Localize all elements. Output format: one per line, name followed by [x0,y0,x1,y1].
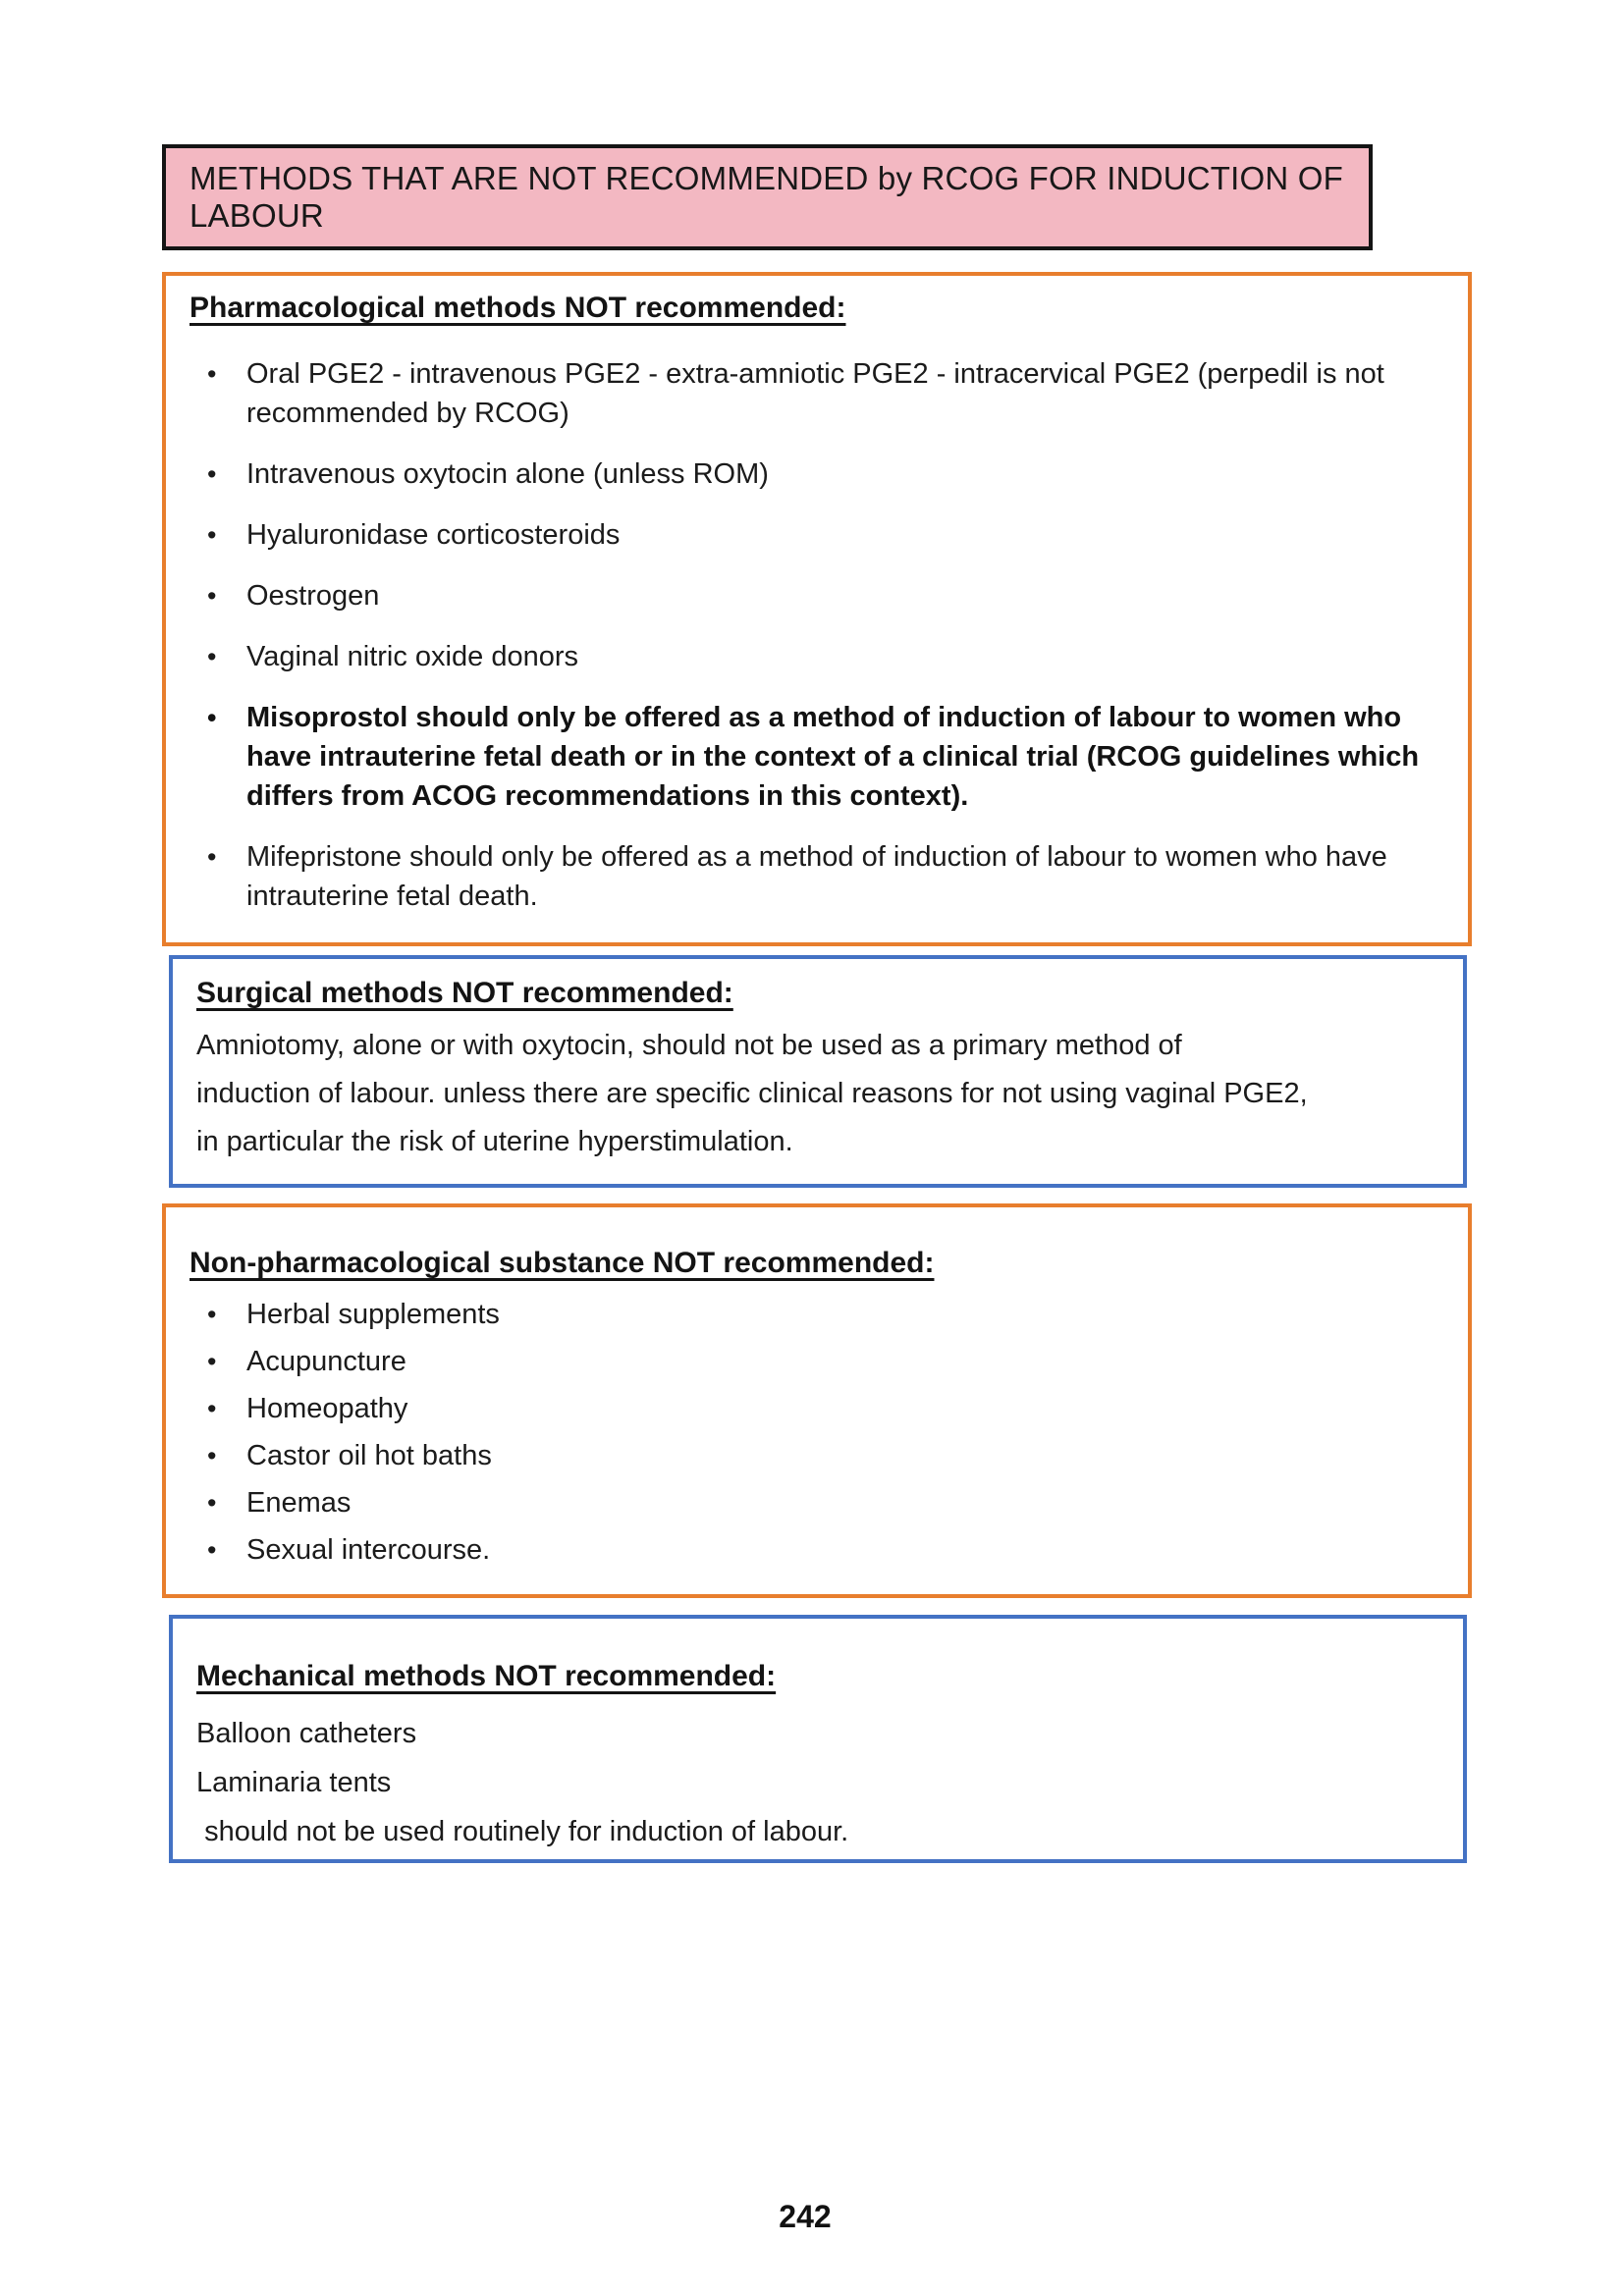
bullet-icon: • [207,842,217,872]
list-item-text: Vaginal nitric oxide donors [246,641,578,672]
bullet-icon: • [207,1441,217,1470]
section-heading-pharmacological: Pharmacological methods NOT recommended: [189,292,846,324]
list-item [189,454,1435,494]
list-item [189,354,1435,433]
paragraph-line: should not be used routinely for induction of labour. [196,1816,849,1847]
list-item-text: Castor oil hot baths [246,1440,492,1471]
list-item [189,1343,1435,1381]
bullet-icon: • [207,1300,217,1329]
bullet-icon: • [207,359,217,389]
list-item-emphasized [189,698,1435,816]
page-title-box [162,144,1373,250]
list-item [189,1531,1435,1570]
bullet-icon: • [207,703,217,732]
list-item-text: Intravenous oxytocin alone (unless ROM) [246,458,769,490]
list-item-text: Homeopathy [246,1393,408,1424]
paragraph-line: Laminaria tents [196,1767,392,1798]
list-item [189,576,1435,615]
bullet-icon: • [207,642,217,671]
list-item-text: Enemas [246,1487,352,1519]
page-number: 242 [779,2199,832,2234]
page-title: METHODS THAT ARE NOT RECOMMENDED by RCOG FOR INDUCTION OF LABOUR [189,160,1344,234]
list-item [189,1296,1435,1334]
bullet-icon: • [207,581,217,611]
paragraph-line: in particular the risk of uterine hyperstimulation. [196,1126,793,1157]
section-mechanical-methods [169,1615,1467,1863]
section-pharmacological-methods [162,272,1472,946]
bullet-icon: • [207,1347,217,1376]
paragraph-line: Balloon catheters [196,1718,417,1749]
section-heading-surgical: Surgical methods NOT recommended: [196,977,733,1009]
list-item [189,1390,1435,1428]
list-item [189,637,1435,676]
bullet-icon: • [207,520,217,550]
paragraph-line: induction of labour. unless there are specific clinical reasons for not using vaginal PGE2, [196,1078,1308,1109]
section-non-pharmacological-substance [162,1203,1472,1598]
list-item-text: Mifepristone should only be offered as a method of induction of labour to women who have intrauterine fetal death. [246,841,1387,912]
list-item-text: Herbal supplements [246,1299,500,1330]
list-item-text: Oestrogen [246,580,380,612]
list-item [189,515,1435,555]
section-heading-non-pharmacological: Non-pharmacological substance NOT recommended: [189,1247,935,1279]
pharmacological-bullet-list [189,354,1435,916]
list-item-text: Misoprostol should only be offered as a method of induction of labour to women who have intrauterine fetal death or in the context of a clinical trial (RCOG guidelines which differs from ACOG recommendations in this context). [246,702,1420,812]
list-item [189,837,1435,916]
bullet-icon: • [207,1488,217,1518]
list-item [189,1437,1435,1475]
non-pharmacological-bullet-list [189,1296,1435,1570]
list-item-text: Hyaluronidase corticosteroids [246,519,621,551]
list-item-text: Acupuncture [246,1346,406,1377]
list-item-text: Sexual intercourse. [246,1534,491,1566]
bullet-icon: • [207,1394,217,1423]
section-surgical-methods [169,955,1467,1188]
list-item-text: Oral PGE2 - intravenous PGE2 - extra-amniotic PGE2 - intracervical PGE2 (perpedil is not recommended by RCOG) [246,358,1384,429]
bullet-icon: • [207,1535,217,1565]
section-heading-mechanical: Mechanical methods NOT recommended: [196,1660,777,1692]
list-item [189,1484,1435,1522]
paragraph-line: Amniotomy, alone or with oxytocin, should not be used as a primary method of [196,1030,1182,1061]
bullet-icon: • [207,459,217,489]
